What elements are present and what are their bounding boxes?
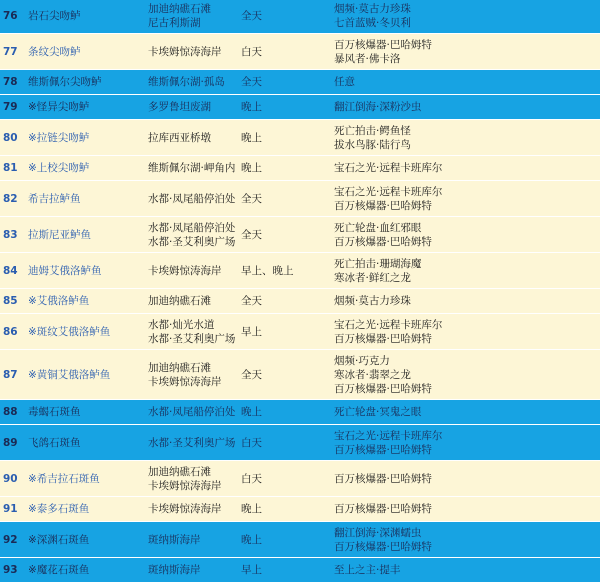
fishing-location-line: 水都·圣艾利奥广场 xyxy=(148,235,236,248)
table-row xyxy=(0,400,600,425)
fishing-location xyxy=(144,314,237,350)
fish-name: ※怪异尖吻鲈 xyxy=(24,95,144,120)
fish-source-line: 死亡拍击·鳄鱼怪 xyxy=(334,124,411,137)
fish-source-line: 死亡拍击·珊瑚海魔 xyxy=(334,257,422,270)
fishing-location xyxy=(144,70,237,95)
fish-number: 93 xyxy=(0,558,24,583)
fishing-location-line: 水都·凤尾船停泊处 xyxy=(148,192,236,205)
fishing-location xyxy=(144,217,237,253)
fishing-location xyxy=(144,0,237,34)
fish-source xyxy=(330,350,600,400)
fish-number: 89 xyxy=(0,425,24,461)
fish-source-line: 百万核爆器·巴哈姆特 xyxy=(334,472,432,485)
fishing-location-line: 卡埃姆惊涛海岸 xyxy=(148,45,222,58)
fish-name: 拉斯尼亚鲈鱼 xyxy=(24,217,144,253)
table-row xyxy=(0,497,600,522)
fishing-location-line: 卡埃姆惊涛海岸 xyxy=(148,479,222,492)
fish-name: 维斯佩尔尖吻鲈 xyxy=(24,70,144,95)
table-row xyxy=(0,558,600,583)
fishing-time: 晚上 xyxy=(237,120,330,156)
fishing-location xyxy=(144,120,237,156)
fish-source-line: 宝石之光·远程卡班库尔 xyxy=(334,429,443,442)
fishing-location-line: 水都·圣艾利奥广场 xyxy=(148,436,236,449)
table-row xyxy=(0,425,600,461)
fishing-location xyxy=(144,558,237,583)
fish-source-line: 至上之主·提丰 xyxy=(334,564,401,576)
fish-source xyxy=(330,70,600,95)
fish-source xyxy=(330,0,600,34)
table-row xyxy=(0,314,600,350)
fish-source-line: 百万核爆器·巴哈姆特 xyxy=(334,443,432,456)
fishing-location-line: 加迪纳礁石滩 xyxy=(148,2,211,15)
fish-name: ※深渊石斑鱼 xyxy=(24,522,144,558)
fishing-location-line: 水都·圣艾利奥广场 xyxy=(148,332,236,345)
fish-source xyxy=(330,289,600,314)
fish-number: 86 xyxy=(0,314,24,350)
fishing-time: 白天 xyxy=(237,34,330,70)
fishing-location-line: 斑纳斯海岸 xyxy=(148,533,201,546)
fish-name: 飞鸽石斑鱼 xyxy=(24,425,144,461)
fishing-location-line: 卡埃姆惊涛海岸 xyxy=(148,503,222,515)
table-row xyxy=(0,289,600,314)
fish-name: 迪姆艾俄洛鲈鱼 xyxy=(24,253,144,289)
fish-source-line: 百万核爆器·巴哈姆特 xyxy=(334,540,432,553)
fish-number: 84 xyxy=(0,253,24,289)
fishing-time: 晚上 xyxy=(237,497,330,522)
fish-source-line: 寒冰者·鲜红之龙 xyxy=(334,271,411,284)
fish-source xyxy=(330,497,600,522)
fishing-time: 全天 xyxy=(237,70,330,95)
table-row xyxy=(0,350,600,400)
fishing-location-line: 尼古利斯湖 xyxy=(148,16,201,29)
fish-name: 条纹尖吻鲈 xyxy=(24,34,144,70)
table-row xyxy=(0,0,600,34)
table-row xyxy=(0,156,600,181)
fishing-location-line: 斑纳斯海岸 xyxy=(148,564,201,576)
fishing-time: 晚上 xyxy=(237,522,330,558)
fish-source-line: 百万核爆器·巴哈姆特 xyxy=(334,199,432,212)
fish-source-line: 百万核爆器·巴哈姆特 xyxy=(334,503,432,515)
fish-source-line: 暴风者·佛卡洛 xyxy=(334,52,401,65)
fishing-time: 白天 xyxy=(237,425,330,461)
fishing-location xyxy=(144,289,237,314)
fish-name: ※拉链尖吻鲈 xyxy=(24,120,144,156)
fishing-location-line: 维斯佩尔湖·岬角内 xyxy=(148,162,236,174)
fishing-location xyxy=(144,181,237,217)
fish-number: 88 xyxy=(0,400,24,425)
fish-name: 岩石尖吻鲈 xyxy=(24,0,144,34)
fish-source xyxy=(330,156,600,181)
fishing-location-line: 维斯佩尔湖·孤岛 xyxy=(148,76,225,88)
fishing-location-line: 卡埃姆惊涛海岸 xyxy=(148,264,222,277)
fish-source xyxy=(330,314,600,350)
fishing-location xyxy=(144,34,237,70)
fishing-location xyxy=(144,350,237,400)
fish-number: 92 xyxy=(0,522,24,558)
fishing-location xyxy=(144,497,237,522)
fish-number: 77 xyxy=(0,34,24,70)
fishing-location xyxy=(144,400,237,425)
table-row xyxy=(0,95,600,120)
table-row xyxy=(0,181,600,217)
fishing-location-line: 卡埃姆惊涛海岸 xyxy=(148,375,222,388)
fish-source-line: 拔水鸟豚·陆行鸟 xyxy=(334,138,411,151)
table-row xyxy=(0,70,600,95)
fish-source xyxy=(330,461,600,497)
fish-number: 78 xyxy=(0,70,24,95)
fishing-time: 全天 xyxy=(237,0,330,34)
fish-source-line: 七首蓝贼·冬贝利 xyxy=(334,16,411,29)
fish-source xyxy=(330,558,600,583)
fishing-location xyxy=(144,461,237,497)
fish-source xyxy=(330,217,600,253)
fish-name: ※上校尖吻鲈 xyxy=(24,156,144,181)
fishing-time: 全天 xyxy=(237,289,330,314)
fish-number: 80 xyxy=(0,120,24,156)
fish-source-line: 死亡轮盘·血红邪眼 xyxy=(334,221,422,234)
table-row xyxy=(0,253,600,289)
fish-number: 83 xyxy=(0,217,24,253)
fish-source-line: 百万核爆器·巴哈姆特 xyxy=(334,235,432,248)
fish-source-line: 翻江倒海·深粉沙虫 xyxy=(334,101,422,113)
fishing-time: 全天 xyxy=(237,350,330,400)
fish-source-line: 宝石之光·远程卡班库尔 xyxy=(334,318,443,331)
fish-source xyxy=(330,400,600,425)
fishing-time: 早上 xyxy=(237,558,330,583)
fishing-location xyxy=(144,253,237,289)
fish-name: ※泰多石斑鱼 xyxy=(24,497,144,522)
fish-number: 87 xyxy=(0,350,24,400)
fish-name: ※艾俄洛鲈鱼 xyxy=(24,289,144,314)
fish-source xyxy=(330,34,600,70)
fish-source-line: 烟频·莫古力珍珠 xyxy=(334,2,411,15)
fish-source-line: 任意 xyxy=(334,76,355,88)
fish-source xyxy=(330,95,600,120)
fishing-location xyxy=(144,95,237,120)
fish-number: 91 xyxy=(0,497,24,522)
fish-number: 85 xyxy=(0,289,24,314)
table-row xyxy=(0,522,600,558)
fishing-location-line: 水都·凤尾船停泊处 xyxy=(148,221,236,234)
fishing-time: 全天 xyxy=(237,181,330,217)
fishing-location-line: 拉库西亚桥墩 xyxy=(148,131,211,144)
fish-number: 79 xyxy=(0,95,24,120)
fish-source-line: 百万核爆器·巴哈姆特 xyxy=(334,382,432,395)
fishing-location-line: 多罗鲁坦废湖 xyxy=(148,101,211,113)
fish-source xyxy=(330,253,600,289)
fish-source-line: 死亡轮盘·冥鬼之眼 xyxy=(334,406,422,418)
fishing-location-line: 水都·灿光水道 xyxy=(148,318,215,331)
fish-source-line: 宝石之光·远程卡班库尔 xyxy=(334,162,443,174)
fishing-time: 全天 xyxy=(237,217,330,253)
fish-source-line: 烟频·巧克力 xyxy=(334,354,390,367)
fish-source xyxy=(330,425,600,461)
fish-name: 希吉拉鲈鱼 xyxy=(24,181,144,217)
fishing-time: 晚上 xyxy=(237,400,330,425)
fish-number: 81 xyxy=(0,156,24,181)
fish-name: ※斑纹艾俄洛鲈鱼 xyxy=(24,314,144,350)
fish-number: 76 xyxy=(0,0,24,34)
fish-source-line: 宝石之光·远程卡班库尔 xyxy=(334,185,443,198)
table-row xyxy=(0,217,600,253)
fishing-location-line: 加迪纳礁石滩 xyxy=(148,295,211,307)
fish-source-line: 烟频·莫古力珍珠 xyxy=(334,295,411,307)
fishing-time: 早上 xyxy=(237,314,330,350)
fish-name: 毒蝎石斑鱼 xyxy=(24,400,144,425)
fish-name: ※黄铜艾俄洛鲈鱼 xyxy=(24,350,144,400)
fish-number: 82 xyxy=(0,181,24,217)
fishing-location xyxy=(144,522,237,558)
fish-name: ※希吉拉石斑鱼 xyxy=(24,461,144,497)
fishing-location-line: 水都·凤尾船停泊处 xyxy=(148,406,236,418)
fish-source-line: 百万核爆器·巴哈姆特 xyxy=(334,38,432,51)
table-row xyxy=(0,34,600,70)
fish-number: 90 xyxy=(0,461,24,497)
table-row xyxy=(0,120,600,156)
fishing-time: 晚上 xyxy=(237,156,330,181)
fish-source xyxy=(330,120,600,156)
fish-name: ※魔花石斑鱼 xyxy=(24,558,144,583)
fish-source xyxy=(330,522,600,558)
fish-source-line: 寒冰者·翡翠之龙 xyxy=(334,368,411,381)
fishing-time: 白天 xyxy=(237,461,330,497)
fish-source xyxy=(330,181,600,217)
fishing-location-line: 加迪纳礁石滩 xyxy=(148,361,211,374)
fishing-location-line: 加迪纳礁石滩 xyxy=(148,465,211,478)
fish-source-line: 翻江倒海·深渊蠕虫 xyxy=(334,526,422,539)
table-row xyxy=(0,461,600,497)
fishing-location xyxy=(144,425,237,461)
fish-source-line: 百万核爆器·巴哈姆特 xyxy=(334,332,432,345)
fishing-time: 晚上 xyxy=(237,95,330,120)
fishing-time: 早上、晚上 xyxy=(237,253,330,289)
fishing-location xyxy=(144,156,237,181)
